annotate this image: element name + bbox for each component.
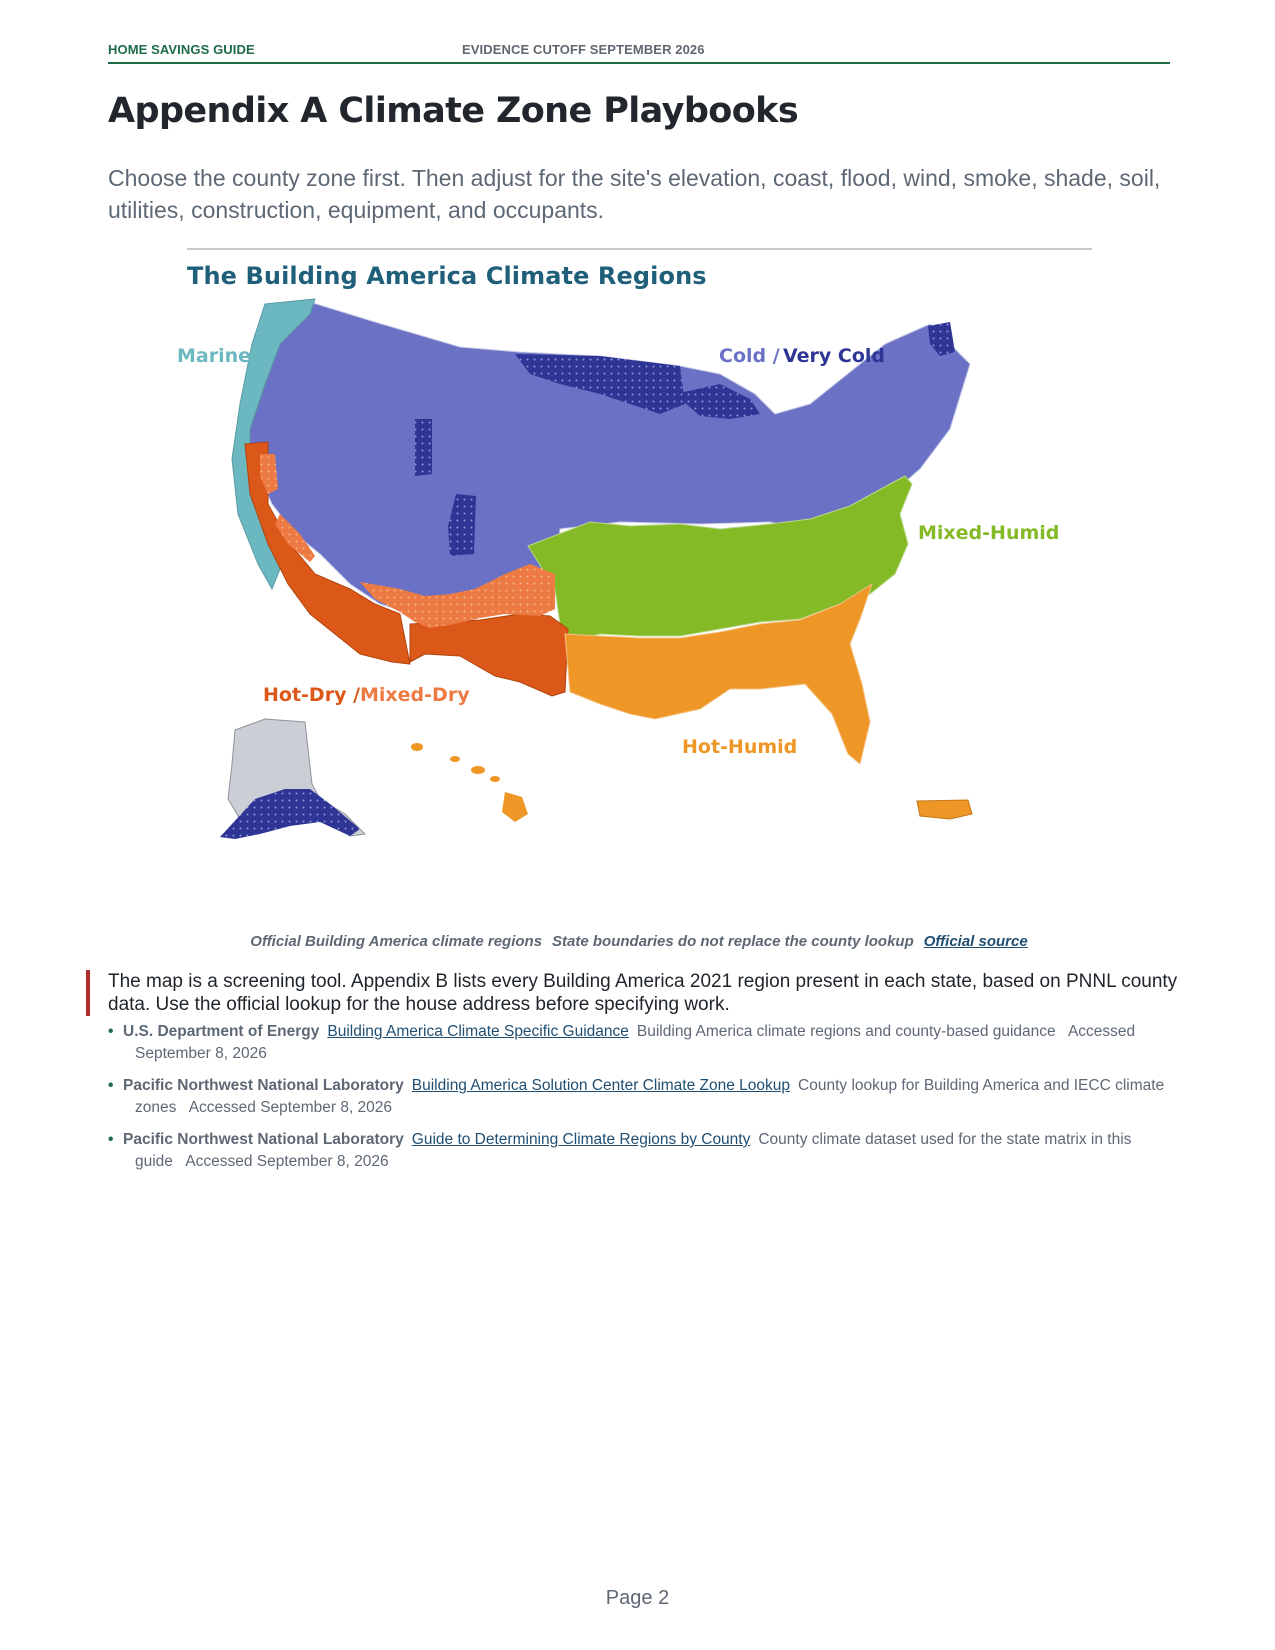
label-hot-dry: Hot-Dry / xyxy=(263,684,361,706)
very-cold-wyoming xyxy=(415,419,432,476)
label-mixed-dry: Mixed-Dry xyxy=(360,684,470,706)
page-number: Page 2 xyxy=(605,1587,670,1609)
source-list xyxy=(108,1021,1173,1183)
label-marine: Marine xyxy=(177,345,252,367)
screening-callout: The map is a screening tool. Appendix B lists every Building America 2021 region present in each state, based on PNNL county data. Use the official lookup for the house address before specifying work. xyxy=(86,970,1198,1016)
source-org: Pacific Northwest National Laboratory xyxy=(123,1077,404,1094)
climate-regions-map xyxy=(160,244,1110,894)
running-header xyxy=(108,40,1170,64)
bullet-icon: • xyxy=(108,1077,114,1094)
caption-text: Official Building America climate regions xyxy=(250,933,543,950)
evidence-cutoff: EVIDENCE CUTOFF SEPTEMBER 2026 xyxy=(462,42,705,57)
bullet-icon: • xyxy=(108,1131,114,1148)
source-desc: County lookup for Building America and IECC climate zones xyxy=(135,1077,1165,1116)
source-accessed: Accessed September 8, 2026 xyxy=(135,1023,1136,1062)
source-desc: County climate dataset used for the state matrix in this guide xyxy=(135,1131,1132,1170)
source-desc: Building America climate regions and county-based guidance xyxy=(636,1023,1056,1040)
source-link[interactable]: Building America Solution Center Climate Zone Lookup xyxy=(411,1077,791,1094)
guide-title: HOME SAVINGS GUIDE xyxy=(108,42,255,57)
bullet-icon: • xyxy=(108,1023,114,1040)
source-link[interactable]: Guide to Determining Climate Regions by County xyxy=(411,1131,751,1148)
label-mixed-humid: Mixed-Humid xyxy=(918,522,1060,544)
source-accessed: Accessed September 8, 2026 xyxy=(188,1099,393,1116)
label-very-cold: Very Cold xyxy=(783,345,886,367)
label-cold: Cold / xyxy=(719,345,780,367)
source-org: U.S. Department of Energy xyxy=(123,1023,320,1040)
source-item xyxy=(108,1129,1173,1173)
official-source-link[interactable]: Official source xyxy=(923,933,1028,950)
puerto-rico xyxy=(917,800,972,819)
climate-map-figure xyxy=(160,244,1110,894)
hawaii-islands xyxy=(411,743,528,822)
source-item xyxy=(108,1021,1173,1065)
intro-paragraph: Choose the county zone first. Then adjust for the site's elevation, coast, flood, wind, smoke, shade, soil, utilities, construction, equipment, and occupants. xyxy=(108,165,1161,223)
map-title: The Building America Climate Regions xyxy=(187,262,707,290)
figure-caption xyxy=(108,933,1170,950)
source-org: Pacific Northwest National Laboratory xyxy=(123,1131,404,1148)
source-item xyxy=(108,1075,1173,1119)
source-accessed: Accessed September 8, 2026 xyxy=(185,1153,389,1170)
caption-note: State boundaries do not replace the county lookup xyxy=(552,933,914,950)
source-link[interactable]: Building America Climate Specific Guidance xyxy=(327,1023,629,1040)
page-title: Appendix A Climate Zone Playbooks xyxy=(108,91,799,131)
label-hot-humid: Hot-Humid xyxy=(682,736,798,758)
